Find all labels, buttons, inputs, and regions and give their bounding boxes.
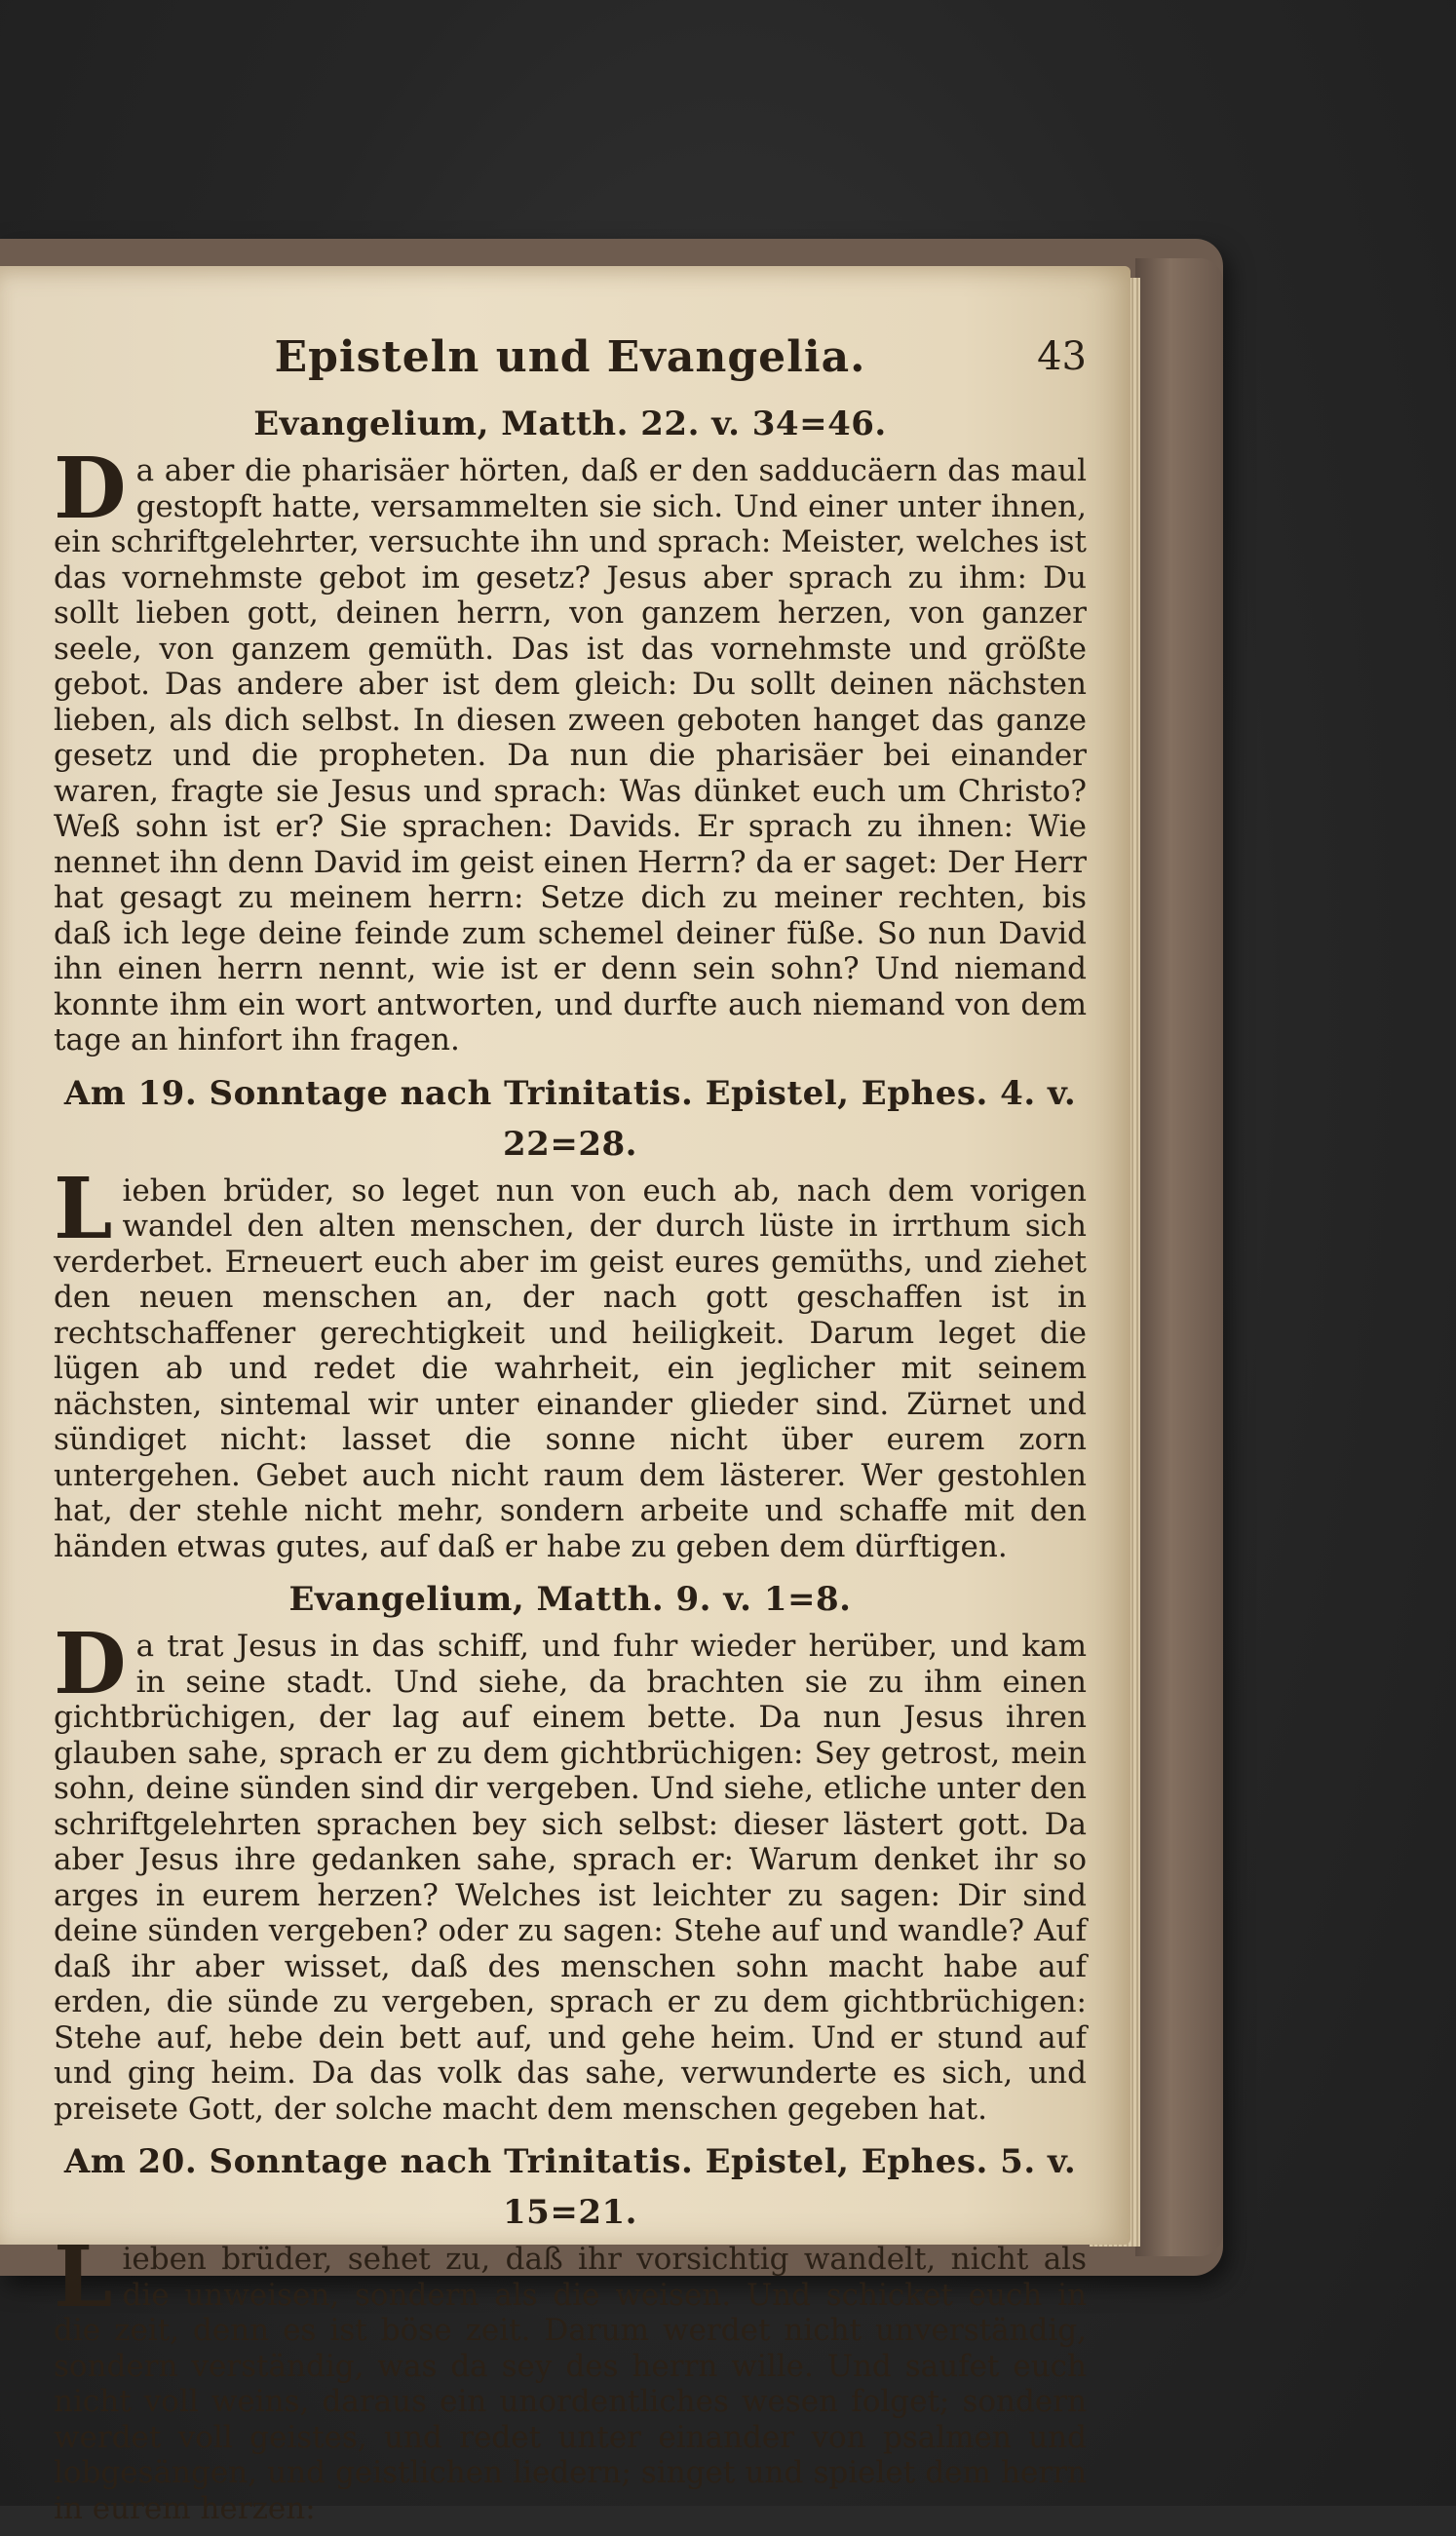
drop-cap: D: [54, 1615, 127, 1713]
book-page: [0, 266, 1130, 2526]
book: [0, 239, 1223, 2526]
drop-cap: L: [54, 2228, 113, 2326]
section-body: ieben brüder, so leget nun von euch ab, nach dem vorigen wandel den alten menschen, der durch lüste in irrthum sich verderbet. Erneuert euch aber im geist eures gemüths, und ziehet den neuen menschen an, der nach gott geschaffen ist in rechtschaffener gerechtigkeit und heiligkeit. Darum leget die lügen ab und redet die wahrheit, ein jeglicher mit seinem nächsten, sintemal wir unter einander glieder sind. Zürnet und sündiget nicht: lasset die sonne nicht über eurem zorn untergehen. Gebet auch nicht raum dem lästerer. Wer gestohlen hat, der stehle nicht mehr, sondern arbeite und schaffe mit den händen etwas gutes, auf daß er habe zu geben dem dürftigen.: [54, 1172, 1087, 1564]
section-text: [54, 1615, 1087, 2127]
drop-cap: L: [54, 1159, 113, 1258]
running-title: Episteln und Evangelia.: [274, 332, 866, 382]
section-text: [54, 440, 1087, 1058]
page-content: [54, 325, 1087, 2536]
section-heading: Evangelium, Matth. 22. v. 34=46.: [253, 404, 887, 443]
section-body: a trat Jesus in das schiff, und fuhr wieder herüber, und kam in seine stadt. Und siehe, da brachten sie zu ihm einen gichtbrüchigen, der lag auf einem bette. Da nun Jesus ihren glauben sahe, sprach er zu dem gichtbrüchigen: Sey getrost, mein sohn, deine sünden sind dir vergeben. Und siehe, etliche unter den schriftgelehrten sprachen bey sich selbst: dieser lästert gott. Da aber Jesus ihre gedanken sahe, sprach er: Warum denket ihr so arges in eurem herzen? Welches ist leichter zu sagen: Dir sind deine sünden vergeben? oder zu sagen: Stehe auf und wandle? Auf daß ihr aber wisset, daß des menschen sohn macht habe auf erden, die sünde zu vergeben, sprach er zu dem gichtbrüchigen: Stehe auf, hebe dein bett auf, und gehe heim. Und er stund auf und ging heim. Da das volk das sahe, verwunderte es sich, und preisete Gott, der solche macht dem menschen gegeben hat.: [54, 1629, 1087, 2127]
section-text: [54, 2228, 1087, 2526]
section-body: a aber die pharisäer hörten, daß er den sadducäern das maul gestopft hatte, versammelten sie sich. Und einer unter ihnen, ein schriftgelehrter, versuchte ihn und sprach: Meister, welches ist das vornehmste gebot im gesetz? Jesus aber sprach zu ihm: Du sollt lieben gott, deinen herrn, von ganzem herzen, von ganzer seele, von ganzem gemüth. Das ist das vornehmste und größte gebot. Das andere aber ist dem gleich: Du sollt deinen nächsten lieben, als dich selbst. In diesen zween geboten hanget das ganze gesetz und die propheten. Da nun die pharisäer bei einander waren, fragte sie Jesus und sprach: Was dünket euch um Christo? Weß sohn ist er? Sie sprachen: Davids. Er sprach zu ihnen: Wie nennet ihn denn David im geist einen Herrn? da er saget: Der Herr hat gesagt zu meinem herrn: Setze dich zu meiner rechten, bis daß ich lege deine feinde zum schemel deiner füße. So nun David ihn einen herrn nennt, wie ist er denn sein sohn? Und niemand konnte ihm ein wort antworten, und durfte auch niemand von dem tage an hinfort ihn fragen.: [54, 453, 1087, 1057]
drop-cap: D: [54, 440, 127, 538]
section-heading: Am 20. Sonntage nach Trinitatis. Epistel, Ephes. 5. v. 15=21.: [63, 2142, 1077, 2232]
section-heading: Am 19. Sonntage nach Trinitatis. Epistel, Ephes. 4. v. 22=28.: [63, 1073, 1077, 1164]
page-number: 43: [1037, 334, 1087, 379]
section-heading: Evangelium, Matth. 9. v. 1=8.: [288, 1580, 852, 1619]
section-text: [54, 1159, 1087, 1565]
running-head: [54, 325, 1087, 397]
section-body: ieben brüder, sehet zu, daß ihr vorsichtig wandelt, nicht als die unweisen, sondern als die weisen. Und schicket euch in die zeit, denn es ist böse zeit. Darum werdet nicht unverständig, sondern verständig, was da sey des herrn wille. Und saufet euch nicht voll weins, daraus ein unordentliches wesen folget; sondern werdet voll geistes, und redet unter einander von psalmen und lobgesängen, und geistlichen liedern; singet und spielet dem herrn in eurem herzen:: [54, 2242, 1087, 2526]
